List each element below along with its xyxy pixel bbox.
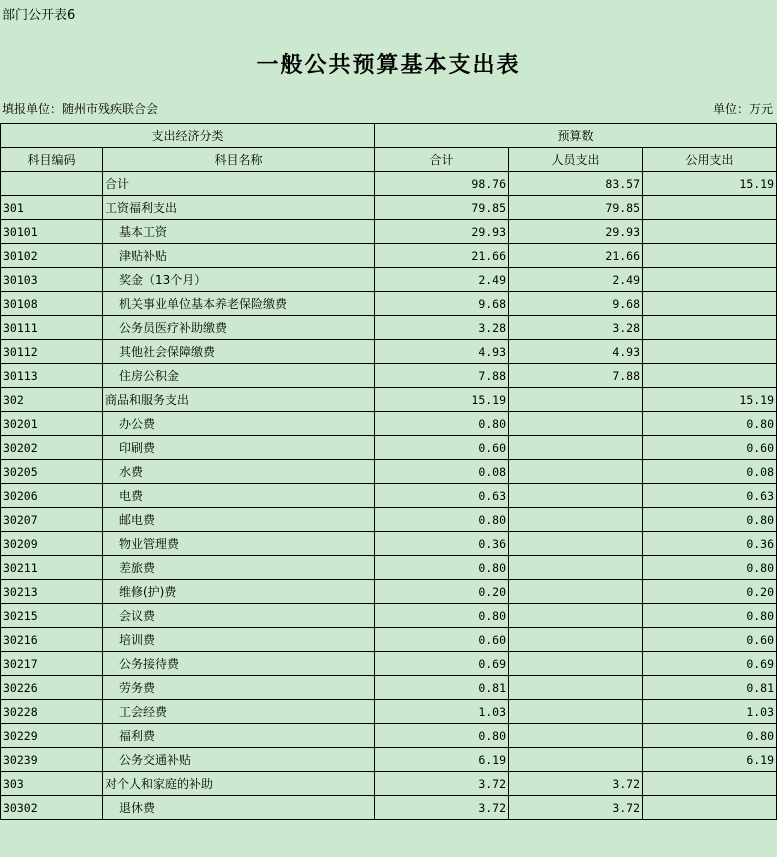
total-cell: 79.85 (375, 196, 509, 220)
table-row (1, 172, 777, 196)
personnel-cell: 9.68 (509, 292, 643, 316)
public-cell: 0.80 (643, 604, 777, 628)
table-row (1, 364, 777, 388)
subject-code-cell: 30213 (1, 580, 103, 604)
subject-name-cell: 会议费 (103, 604, 375, 628)
subject-name-cell: 津贴补贴 (103, 244, 375, 268)
table-row (1, 484, 777, 508)
public-cell: 0.80 (643, 724, 777, 748)
table-row (1, 292, 777, 316)
personnel-cell: 21.66 (509, 244, 643, 268)
total-cell: 0.80 (375, 556, 509, 580)
subject-code-cell: 30113 (1, 364, 103, 388)
subject-name-cell: 劳务费 (103, 676, 375, 700)
subject-code-cell: 30112 (1, 340, 103, 364)
personnel-cell: 2.49 (509, 268, 643, 292)
table-row (1, 388, 777, 412)
subject-code-cell: 302 (1, 388, 103, 412)
public-cell: 0.80 (643, 508, 777, 532)
subject-name-cell: 维修(护)费 (103, 580, 375, 604)
total-cell: 3.28 (375, 316, 509, 340)
subject-code-cell: 30229 (1, 724, 103, 748)
personnel-cell: 3.72 (509, 796, 643, 820)
public-cell: 0.36 (643, 532, 777, 556)
public-cell (643, 796, 777, 820)
subject-name-cell: 基本工资 (103, 220, 375, 244)
header-total: 合计 (375, 148, 509, 172)
subject-name-cell: 退休费 (103, 796, 375, 820)
public-cell (643, 292, 777, 316)
subject-code-cell: 30111 (1, 316, 103, 340)
header-group-row (1, 124, 777, 148)
table-row (1, 652, 777, 676)
page-title: 一般公共预算基本支出表 (256, 52, 521, 78)
subject-name-cell: 机关事业单位基本养老保险缴费 (103, 292, 375, 316)
header-code: 科目编码 (1, 148, 103, 172)
public-cell (643, 316, 777, 340)
personnel-cell (509, 748, 643, 772)
total-cell: 3.72 (375, 772, 509, 796)
public-cell: 0.60 (643, 628, 777, 652)
personnel-cell (509, 556, 643, 580)
personnel-cell (509, 532, 643, 556)
total-cell: 1.03 (375, 700, 509, 724)
subject-code-cell: 30209 (1, 532, 103, 556)
subject-code-cell: 30207 (1, 508, 103, 532)
table-row (1, 268, 777, 292)
personnel-cell: 83.57 (509, 172, 643, 196)
subject-name-cell: 公务员医疗补助缴费 (103, 316, 375, 340)
table-row (1, 796, 777, 820)
subject-name-cell: 办公费 (103, 412, 375, 436)
form-number: 部门公开表6 (2, 8, 76, 23)
header-public: 公用支出 (643, 148, 777, 172)
public-cell: 0.69 (643, 652, 777, 676)
personnel-cell (509, 652, 643, 676)
subject-code-cell: 30211 (1, 556, 103, 580)
public-cell: 0.60 (643, 436, 777, 460)
personnel-cell (509, 628, 643, 652)
public-cell (643, 268, 777, 292)
table-row (1, 508, 777, 532)
personnel-cell: 3.72 (509, 772, 643, 796)
public-cell: 0.08 (643, 460, 777, 484)
public-cell (643, 220, 777, 244)
table-row (1, 412, 777, 436)
subject-name-cell: 工会经费 (103, 700, 375, 724)
header-name: 科目名称 (103, 148, 375, 172)
subject-code-cell: 30228 (1, 700, 103, 724)
public-cell: 15.19 (643, 388, 777, 412)
personnel-cell (509, 484, 643, 508)
personnel-cell: 4.93 (509, 340, 643, 364)
subject-name-cell: 福利费 (103, 724, 375, 748)
public-cell: 0.20 (643, 580, 777, 604)
public-cell (643, 364, 777, 388)
subject-code-cell: 30216 (1, 628, 103, 652)
header-column-row (1, 148, 777, 172)
total-cell: 0.20 (375, 580, 509, 604)
subject-name-cell: 差旅费 (103, 556, 375, 580)
subject-name-cell: 印刷费 (103, 436, 375, 460)
table-row (1, 340, 777, 364)
table-row (1, 460, 777, 484)
total-cell: 0.08 (375, 460, 509, 484)
total-cell: 0.80 (375, 724, 509, 748)
subject-code-cell: 30206 (1, 484, 103, 508)
total-cell: 0.80 (375, 508, 509, 532)
public-cell: 0.80 (643, 412, 777, 436)
table-row (1, 724, 777, 748)
subject-name-cell: 住房公积金 (103, 364, 375, 388)
subject-code-cell: 30215 (1, 604, 103, 628)
subject-code-cell (1, 172, 103, 196)
subject-code-cell: 301 (1, 196, 103, 220)
subject-name-cell: 其他社会保障缴费 (103, 340, 375, 364)
public-cell (643, 196, 777, 220)
total-cell: 9.68 (375, 292, 509, 316)
public-cell: 6.19 (643, 748, 777, 772)
personnel-cell (509, 412, 643, 436)
total-cell: 15.19 (375, 388, 509, 412)
table-row (1, 244, 777, 268)
subject-name-cell: 培训费 (103, 628, 375, 652)
header-personnel: 人员支出 (509, 148, 643, 172)
reporting-unit: 填报单位：随州市残疾联合会 (2, 102, 159, 116)
personnel-cell: 29.93 (509, 220, 643, 244)
total-cell: 3.72 (375, 796, 509, 820)
total-cell: 29.93 (375, 220, 509, 244)
table-row (1, 532, 777, 556)
table-row (1, 772, 777, 796)
header-economic-classification: 支出经济分类 (1, 124, 375, 148)
subject-code-cell: 30108 (1, 292, 103, 316)
subject-code-cell: 30102 (1, 244, 103, 268)
total-cell: 21.66 (375, 244, 509, 268)
currency-unit: 单位：万元 (712, 102, 773, 116)
personnel-cell (509, 580, 643, 604)
subject-name-cell: 合计 (103, 172, 375, 196)
total-cell: 0.80 (375, 604, 509, 628)
subject-code-cell: 30205 (1, 460, 103, 484)
subject-name-cell: 对个人和家庭的补助 (103, 772, 375, 796)
subject-name-cell: 商品和服务支出 (103, 388, 375, 412)
public-cell: 15.19 (643, 172, 777, 196)
total-cell: 2.49 (375, 268, 509, 292)
personnel-cell (509, 604, 643, 628)
subject-name-cell: 工资福利支出 (103, 196, 375, 220)
public-cell: 0.80 (643, 556, 777, 580)
table-row (1, 676, 777, 700)
personnel-cell (509, 436, 643, 460)
personnel-cell: 7.88 (509, 364, 643, 388)
total-cell: 0.80 (375, 412, 509, 436)
total-cell: 98.76 (375, 172, 509, 196)
table-row (1, 700, 777, 724)
public-cell (643, 244, 777, 268)
subject-name-cell: 邮电费 (103, 508, 375, 532)
total-cell: 0.60 (375, 436, 509, 460)
total-cell: 4.93 (375, 340, 509, 364)
table-row (1, 580, 777, 604)
personnel-cell: 79.85 (509, 196, 643, 220)
personnel-cell (509, 460, 643, 484)
subject-code-cell: 30103 (1, 268, 103, 292)
subject-code-cell: 30239 (1, 748, 103, 772)
table-row (1, 316, 777, 340)
subject-code-cell: 303 (1, 772, 103, 796)
subject-name-cell: 奖金（13个月） (103, 268, 375, 292)
table-row (1, 604, 777, 628)
budget-table (0, 123, 777, 820)
subject-code-cell: 30217 (1, 652, 103, 676)
public-cell (643, 340, 777, 364)
public-cell: 0.63 (643, 484, 777, 508)
subject-name-cell: 公务接待费 (103, 652, 375, 676)
subject-code-cell: 30201 (1, 412, 103, 436)
personnel-cell (509, 508, 643, 532)
subject-name-cell: 水费 (103, 460, 375, 484)
personnel-cell (509, 388, 643, 412)
table-row (1, 220, 777, 244)
subject-code-cell: 30302 (1, 796, 103, 820)
public-cell: 0.81 (643, 676, 777, 700)
total-cell: 6.19 (375, 748, 509, 772)
table-row (1, 436, 777, 460)
table-row (1, 196, 777, 220)
total-cell: 0.69 (375, 652, 509, 676)
personnel-cell: 3.28 (509, 316, 643, 340)
subject-name-cell: 电费 (103, 484, 375, 508)
header-budget-amount: 预算数 (375, 124, 777, 148)
total-cell: 0.63 (375, 484, 509, 508)
subject-name-cell: 公务交通补贴 (103, 748, 375, 772)
total-cell: 0.36 (375, 532, 509, 556)
personnel-cell (509, 676, 643, 700)
public-cell (643, 772, 777, 796)
total-cell: 7.88 (375, 364, 509, 388)
table-row (1, 628, 777, 652)
subject-code-cell: 30202 (1, 436, 103, 460)
public-cell: 1.03 (643, 700, 777, 724)
subject-name-cell: 物业管理费 (103, 532, 375, 556)
subject-code-cell: 30226 (1, 676, 103, 700)
total-cell: 0.81 (375, 676, 509, 700)
total-cell: 0.60 (375, 628, 509, 652)
personnel-cell (509, 724, 643, 748)
table-row (1, 748, 777, 772)
personnel-cell (509, 700, 643, 724)
table-row (1, 556, 777, 580)
subject-code-cell: 30101 (1, 220, 103, 244)
